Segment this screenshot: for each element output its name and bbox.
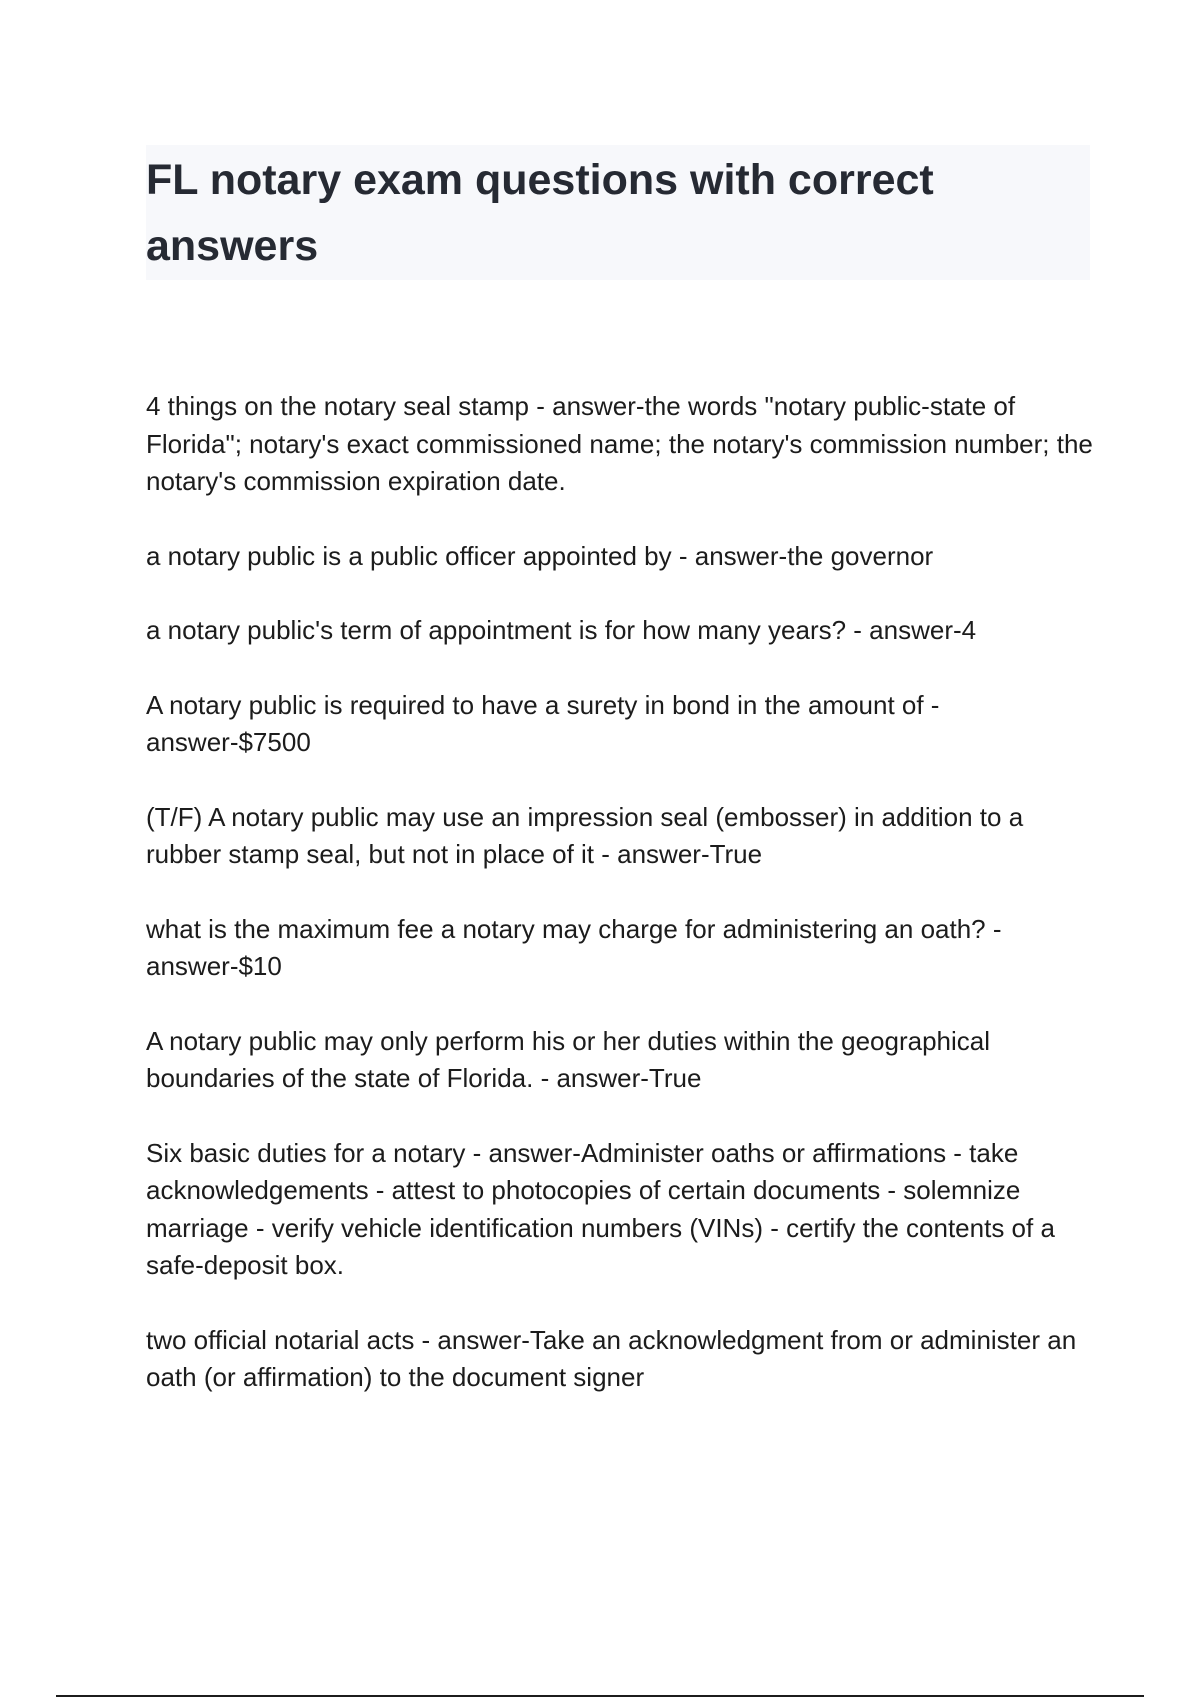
qa-item: 4 things on the notary seal stamp - answer-the words "notary public-state of Florida"; notary's exact commissioned name; the notary's commission number; the notary's commission expiration date. (146, 391, 1093, 496)
qa-item: what is the maximum fee a notary may charge for administering an oath? - answer-$10 (146, 913, 1002, 981)
qa-item: two official notarial acts - answer-Take an acknowledgment from or administer an oath (or affirmation) to the document signer (146, 1324, 1077, 1392)
qa-item: A notary public is required to have a surety in bond in the amount of - answer-$7500 (146, 689, 940, 757)
qa-item: a notary public is a public officer appointed by - answer-the governor (146, 540, 934, 571)
title-banner (146, 145, 1090, 280)
qa-item: A notary public may only perform his or her duties within the geographical boundaries of the state of Florida. - answer-True (146, 1025, 990, 1093)
page-title: FL notary exam questions with correct answers (146, 156, 934, 270)
footer-divider (56, 1695, 1144, 1697)
qa-item: a notary public's term of appointment is for how many years? - answer-4 (146, 615, 977, 645)
qa-item: (T/F) A notary public may use an impression seal (embosser) in addition to a rubber stamp seal, but not in place of it - answer-True (146, 801, 1024, 869)
qa-item: Six basic duties for a notary - answer-Administer oaths or affirmations - take acknowledgements - attest to photocopies of certain documents - solemnize marriage - verify vehicle identification numbers (VINs) - certify the contents of a safe-deposit box. (146, 1137, 1055, 1280)
qa-list (146, 388, 1096, 1434)
